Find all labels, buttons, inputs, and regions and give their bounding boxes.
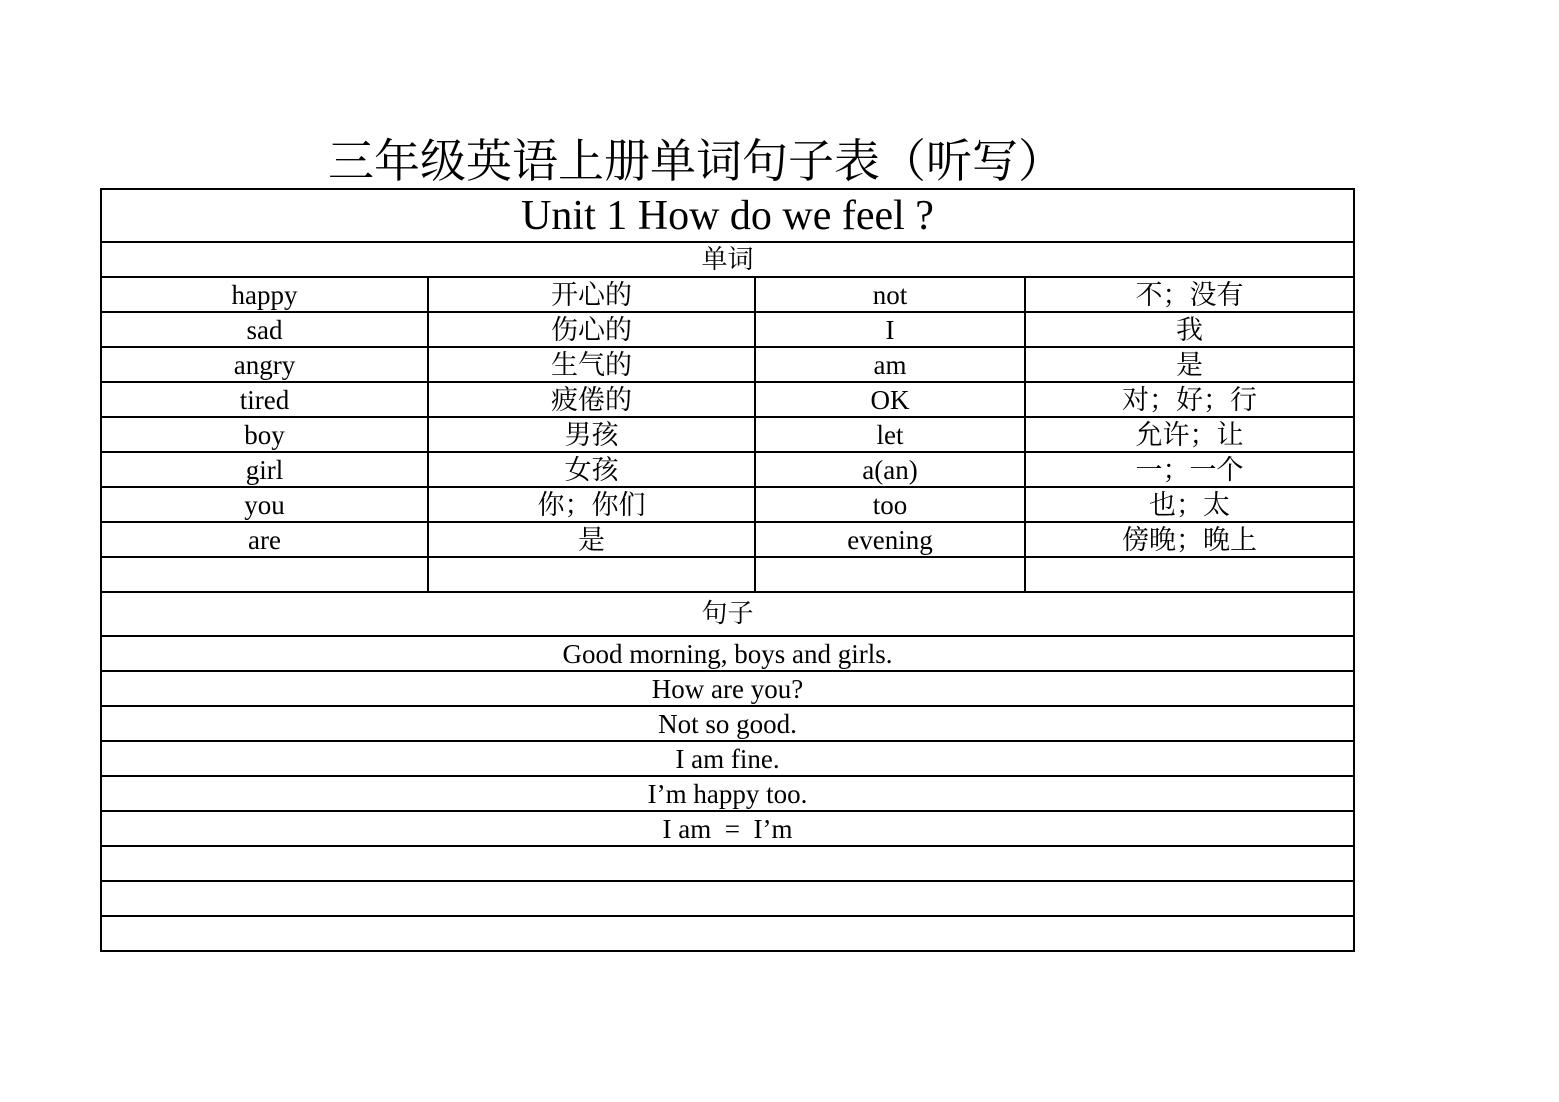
word-row <box>101 417 1354 452</box>
word-row <box>101 382 1354 417</box>
words-heading-row <box>101 242 1354 277</box>
word-english <box>101 557 428 592</box>
sentence-text: I’m happy too. <box>101 776 1354 811</box>
sentence-text: Not so good. <box>101 706 1354 741</box>
sentence-row-empty <box>101 846 1354 881</box>
word-row <box>101 452 1354 487</box>
word-english: boy <box>101 417 428 452</box>
word-chinese: 允许；让 <box>1025 417 1354 452</box>
unit-title-row <box>101 189 1354 242</box>
sentence-row <box>101 706 1354 741</box>
word-row <box>101 487 1354 522</box>
word-chinese: 我 <box>1025 312 1354 347</box>
word-english: OK <box>755 382 1025 417</box>
word-english: happy <box>101 277 428 312</box>
document-title <box>100 136 1352 188</box>
sentences-heading: 句子 <box>101 592 1354 636</box>
word-english: I <box>755 312 1025 347</box>
sentence-row-empty <box>101 916 1354 951</box>
word-english: are <box>101 522 428 557</box>
word-chinese: 不；没有 <box>1025 277 1354 312</box>
word-english: a(an) <box>755 452 1025 487</box>
word-chinese: 你；你们 <box>428 487 755 522</box>
word-chinese: 女孩 <box>428 452 755 487</box>
word-english: angry <box>101 347 428 382</box>
word-chinese: 生气的 <box>428 347 755 382</box>
document-title-text: 三年级英语上册单词句子表（听写） <box>328 136 1064 187</box>
sentence-text: Good morning, boys and girls. <box>101 636 1354 671</box>
sentence-text <box>101 916 1354 951</box>
word-english <box>755 557 1025 592</box>
word-chinese <box>1025 557 1354 592</box>
unit-title: Unit 1 How do we feel ? <box>101 189 1354 242</box>
word-english: tired <box>101 382 428 417</box>
word-chinese: 对；好；行 <box>1025 382 1354 417</box>
word-row <box>101 347 1354 382</box>
word-chinese: 是 <box>1025 347 1354 382</box>
word-chinese: 也；太 <box>1025 487 1354 522</box>
word-english: you <box>101 487 428 522</box>
word-chinese: 疲倦的 <box>428 382 755 417</box>
word-english: evening <box>755 522 1025 557</box>
word-chinese: 开心的 <box>428 277 755 312</box>
sentence-text: I am fine. <box>101 741 1354 776</box>
sentence-text <box>101 881 1354 916</box>
sentence-text <box>101 846 1354 881</box>
word-english: am <box>755 347 1025 382</box>
word-english: too <box>755 487 1025 522</box>
word-chinese <box>428 557 755 592</box>
word-row <box>101 277 1354 312</box>
sentence-row <box>101 636 1354 671</box>
word-chinese: 伤心的 <box>428 312 755 347</box>
word-chinese: 一；一个 <box>1025 452 1354 487</box>
sentence-row <box>101 671 1354 706</box>
sentence-row <box>101 741 1354 776</box>
words-heading: 单词 <box>101 242 1354 277</box>
vocabulary-table <box>100 188 1355 952</box>
sentences-heading-row <box>101 592 1354 636</box>
sentence-row-empty <box>101 881 1354 916</box>
word-english: not <box>755 277 1025 312</box>
word-chinese: 傍晚；晚上 <box>1025 522 1354 557</box>
word-row <box>101 522 1354 557</box>
sentence-row <box>101 811 1354 846</box>
sentence-text: How are you? <box>101 671 1354 706</box>
sentence-text: I am = I’m <box>101 811 1354 846</box>
word-english: girl <box>101 452 428 487</box>
sentence-row <box>101 776 1354 811</box>
word-row <box>101 312 1354 347</box>
word-english: let <box>755 417 1025 452</box>
word-chinese: 男孩 <box>428 417 755 452</box>
word-chinese: 是 <box>428 522 755 557</box>
word-english: sad <box>101 312 428 347</box>
word-row-empty <box>101 557 1354 592</box>
